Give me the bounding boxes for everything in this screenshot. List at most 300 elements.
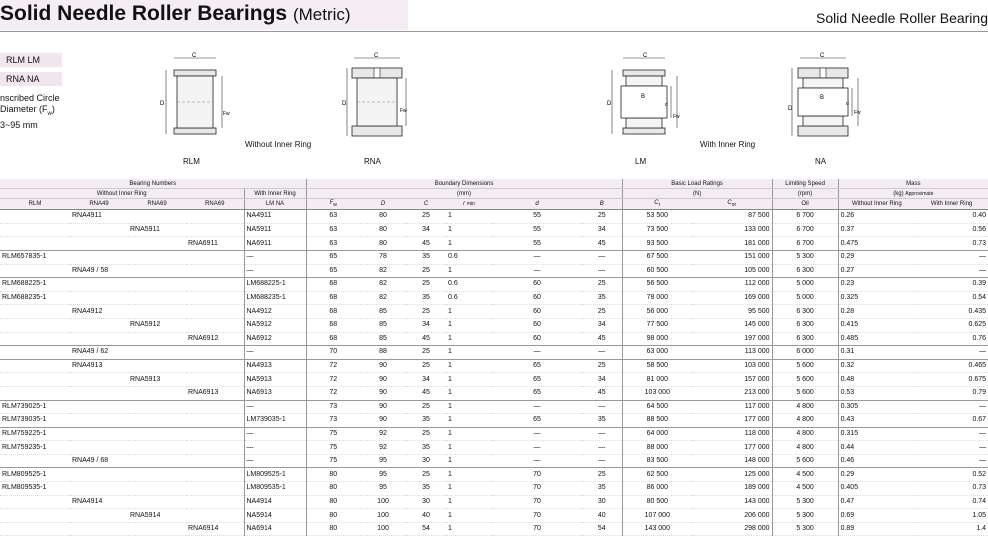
cell-r: 1	[446, 305, 492, 319]
cell-rlm: RLM809535-1	[0, 482, 70, 496]
cell-D: 80	[360, 210, 406, 224]
svg-text:d: d	[846, 101, 849, 107]
cell-r: 1	[446, 441, 492, 455]
cell-B: 45	[582, 332, 622, 346]
cell-oil: 5 600	[772, 373, 838, 387]
cell-D: 100	[360, 509, 406, 523]
cell-r: 0.6	[446, 250, 492, 264]
cell-rlm: RLM739035-1	[0, 414, 70, 428]
cell-oil: 5 000	[772, 278, 838, 292]
cell-rna69	[186, 454, 244, 468]
cell-rna49	[70, 427, 128, 441]
cell-cor: 118 000	[692, 427, 772, 441]
col-rlm: RLM	[0, 199, 70, 210]
cell-mwo: 0.43	[838, 414, 915, 428]
cell-cor: 189 000	[692, 482, 772, 496]
cell-B: —	[582, 454, 622, 468]
cell-rna69: RNA6913	[186, 386, 244, 400]
cell-lmna: NA6914	[244, 522, 306, 536]
cell-r: 1	[446, 237, 492, 251]
cell-cr: 93 500	[622, 237, 692, 251]
cell-cr: 62 500	[622, 468, 692, 482]
cell-rna59: RNA5914	[128, 509, 186, 523]
cell-oil: 5 600	[772, 386, 838, 400]
cell-rna69	[186, 482, 244, 496]
cell-B: —	[582, 250, 622, 264]
cell-rna49	[70, 400, 128, 414]
cell-C: 34	[406, 373, 446, 387]
cell-rna69	[186, 278, 244, 292]
cell-d: 60	[492, 291, 582, 305]
table-row	[0, 250, 988, 264]
cell-C: 35	[406, 414, 446, 428]
cell-rlm: RLM759235-1	[0, 441, 70, 455]
cell-d: 65	[492, 414, 582, 428]
cell-rlm	[0, 210, 70, 224]
cell-C: 34	[406, 223, 446, 237]
cell-oil: 4 800	[772, 441, 838, 455]
cell-cor: 148 000	[692, 454, 772, 468]
cell-cr: 60 500	[622, 264, 692, 278]
cell-B: —	[582, 427, 622, 441]
cell-C: 25	[406, 278, 446, 292]
cell-D: 85	[360, 332, 406, 346]
cell-mwo: 0.37	[838, 223, 915, 237]
cell-d: 65	[492, 373, 582, 387]
cell-oil: 6 300	[772, 332, 838, 346]
page-title: Solid Needle Roller Bearings (Metric)	[0, 2, 351, 25]
cell-oil: 6 700	[772, 223, 838, 237]
cell-mw: —	[915, 441, 988, 455]
cell-lmna: NA4911	[244, 210, 306, 224]
table-row	[0, 318, 988, 332]
cell-cor: 112 000	[692, 278, 772, 292]
cell-r: 0.6	[446, 278, 492, 292]
cell-rna49	[70, 250, 128, 264]
cell-C: 40	[406, 509, 446, 523]
cell-cr: 107 000	[622, 509, 692, 523]
cell-cor: 181 000	[692, 237, 772, 251]
cell-oil: 5 300	[772, 250, 838, 264]
cell-mwo: 0.46	[838, 454, 915, 468]
cell-cor: 105 000	[692, 264, 772, 278]
cell-r: 1	[446, 522, 492, 536]
cell-D: 80	[360, 237, 406, 251]
cell-C: 25	[406, 264, 446, 278]
cell-d: 60	[492, 332, 582, 346]
cell-mw: 0.435	[915, 305, 988, 319]
cell-lmna: —	[244, 250, 306, 264]
cell-cr: 86 000	[622, 482, 692, 496]
rlm-caption: RLM	[183, 157, 200, 166]
cell-rna59	[128, 210, 186, 224]
cell-rna59	[128, 414, 186, 428]
col-fw: $F_w$	[306, 199, 360, 210]
cell-mw: —	[915, 454, 988, 468]
cell-C: 25	[406, 468, 446, 482]
cell-rlm: RLM657835-1	[0, 250, 70, 264]
cell-rna69	[186, 509, 244, 523]
cell-fw: 68	[306, 318, 360, 332]
table-row	[0, 223, 988, 237]
cell-fw: 72	[306, 386, 360, 400]
cell-mwo: 0.89	[838, 522, 915, 536]
cell-rna59	[128, 482, 186, 496]
svg-text:d: d	[665, 102, 668, 108]
table-row	[0, 400, 988, 414]
cell-rlm	[0, 318, 70, 332]
cell-B: 25	[582, 468, 622, 482]
cell-D: 78	[360, 250, 406, 264]
cell-oil: 6 300	[772, 305, 838, 319]
cell-rna59	[128, 441, 186, 455]
cell-d: —	[492, 400, 582, 414]
svg-text:C: C	[192, 53, 197, 59]
cell-cr: 78 000	[622, 291, 692, 305]
cell-mwo: 0.325	[838, 291, 915, 305]
cell-C: 35	[406, 250, 446, 264]
cell-cor: 213 000	[692, 386, 772, 400]
cell-rna69	[186, 400, 244, 414]
cell-fw: 72	[306, 359, 360, 373]
cell-cor: 169 000	[692, 291, 772, 305]
cell-mwo: 0.475	[838, 237, 915, 251]
cell-rlm: RLM688235-1	[0, 291, 70, 305]
cell-r: 1	[446, 223, 492, 237]
cell-d: 70	[492, 509, 582, 523]
cell-D: 95	[360, 482, 406, 496]
cell-r: 0.6	[446, 291, 492, 305]
cell-B: 25	[582, 210, 622, 224]
rna-caption: RNA	[364, 157, 381, 166]
header-limiting-speed: Limiting Speed	[772, 179, 838, 189]
cell-r: 1	[446, 400, 492, 414]
cell-lmna: NA5912	[244, 318, 306, 332]
cell-oil: 5 600	[772, 359, 838, 373]
cell-cor: 298 000	[692, 522, 772, 536]
header-kg: (kg) Approximate	[838, 189, 988, 199]
cell-B: 30	[582, 495, 622, 509]
cell-rna49: RNA4913	[70, 359, 128, 373]
cell-d: —	[492, 427, 582, 441]
cell-B: 25	[582, 278, 622, 292]
table-row	[0, 522, 988, 536]
table-row	[0, 332, 988, 346]
table-row	[0, 454, 988, 468]
cell-rna59	[128, 346, 186, 360]
cell-rna69	[186, 359, 244, 373]
cell-rna59	[128, 305, 186, 319]
cell-lmna: NA4912	[244, 305, 306, 319]
cell-C: 45	[406, 237, 446, 251]
cell-rna49	[70, 223, 128, 237]
running-header: Solid Needle Roller Bearing	[816, 10, 988, 26]
cell-d: 65	[492, 386, 582, 400]
cell-C: 35	[406, 291, 446, 305]
cell-lmna: NA4914	[244, 495, 306, 509]
cell-cr: 64 500	[622, 400, 692, 414]
cell-oil: 4 500	[772, 468, 838, 482]
svg-text:C: C	[374, 53, 379, 59]
cell-rna69: RNA6914	[186, 522, 244, 536]
without-inner-ring-caption: Without Inner Ring	[245, 140, 312, 149]
cell-B: 35	[582, 414, 622, 428]
cell-lmna: NA5914	[244, 509, 306, 523]
lm-caption: LM	[635, 157, 647, 166]
cell-lmna: NA6913	[244, 386, 306, 400]
cell-cr: 103 000	[622, 386, 692, 400]
cell-r: 1	[446, 414, 492, 428]
cell-mw: 0.675	[915, 373, 988, 387]
cell-d: —	[492, 454, 582, 468]
cell-mwo: 0.27	[838, 264, 915, 278]
cell-cor: 95 500	[692, 305, 772, 319]
cell-rna59	[128, 359, 186, 373]
cell-fw: 75	[306, 427, 360, 441]
cell-fw: 75	[306, 454, 360, 468]
cell-rna59	[128, 278, 186, 292]
size-range-note: nscribed Circle Diameter $(F_w)$ 3~95 mm	[0, 93, 60, 130]
cell-fw: 72	[306, 373, 360, 387]
col-D: D	[360, 199, 406, 210]
cell-cor: 145 000	[692, 318, 772, 332]
cell-oil: 4 800	[772, 400, 838, 414]
cell-cr: 64 000	[622, 427, 692, 441]
col-B: B	[582, 199, 622, 210]
col-rna49: RNA49	[70, 199, 128, 210]
cell-B: —	[582, 441, 622, 455]
cell-cr: 53 500	[622, 210, 692, 224]
cell-B: 35	[582, 482, 622, 496]
cell-cor: 151 000	[692, 250, 772, 264]
cell-rna59	[128, 291, 186, 305]
cell-lmna: LM739035-1	[244, 414, 306, 428]
cell-rna69	[186, 427, 244, 441]
cell-cr: 80 500	[622, 495, 692, 509]
rlm-diagram	[160, 50, 230, 156]
cell-lmna: —	[244, 400, 306, 414]
cell-B: 54	[582, 522, 622, 536]
cell-mw: 0.52	[915, 468, 988, 482]
cell-oil: 6 700	[772, 210, 838, 224]
cell-rlm: RLM688225-1	[0, 278, 70, 292]
table-row	[0, 441, 988, 455]
cell-d: 60	[492, 305, 582, 319]
cell-B: 25	[582, 359, 622, 373]
series-tag-rlm-lm: RLM LM	[0, 53, 62, 67]
cell-rna49	[70, 482, 128, 496]
cell-lmna: —	[244, 264, 306, 278]
cell-rna59	[128, 400, 186, 414]
cell-rna69	[186, 468, 244, 482]
cell-rna59	[128, 250, 186, 264]
cell-oil: 4 500	[772, 482, 838, 496]
cell-rna69	[186, 210, 244, 224]
cell-fw: 80	[306, 468, 360, 482]
cell-mwo: 0.29	[838, 468, 915, 482]
cell-mw: 0.73	[915, 237, 988, 251]
cell-r: 1	[446, 427, 492, 441]
cell-mw: —	[915, 346, 988, 360]
cell-rna59	[128, 332, 186, 346]
cell-mw: 0.76	[915, 332, 988, 346]
svg-text:Fw: Fw	[223, 111, 230, 117]
cell-rlm: RLM759225-1	[0, 427, 70, 441]
header-n: (N)	[622, 189, 772, 199]
cell-rlm	[0, 264, 70, 278]
cell-D: 85	[360, 318, 406, 332]
table-row	[0, 468, 988, 482]
cell-mwo: 0.29	[838, 250, 915, 264]
cell-D: 95	[360, 454, 406, 468]
cell-D: 82	[360, 264, 406, 278]
cell-C: 34	[406, 318, 446, 332]
cell-rlm	[0, 454, 70, 468]
cell-mwo: 0.405	[838, 482, 915, 496]
cell-mwo: 0.28	[838, 305, 915, 319]
cell-rlm	[0, 223, 70, 237]
cell-d: 55	[492, 237, 582, 251]
cell-fw: 80	[306, 482, 360, 496]
cell-mw: 0.39	[915, 278, 988, 292]
cell-d: —	[492, 441, 582, 455]
cell-cr: 73 500	[622, 223, 692, 237]
cell-rna49	[70, 522, 128, 536]
cell-rna69	[186, 495, 244, 509]
cell-C: 45	[406, 386, 446, 400]
cell-D: 90	[360, 386, 406, 400]
cell-C: 25	[406, 427, 446, 441]
cell-B: 34	[582, 373, 622, 387]
cell-mw: 0.465	[915, 359, 988, 373]
cell-B: —	[582, 264, 622, 278]
cell-mw: 0.56	[915, 223, 988, 237]
cell-oil: 5 600	[772, 454, 838, 468]
cell-rna69	[186, 250, 244, 264]
header-without-inner: Without Inner Ring	[0, 189, 244, 199]
cell-cr: 56 000	[622, 305, 692, 319]
cell-fw: 73	[306, 400, 360, 414]
cell-d: 60	[492, 278, 582, 292]
cell-D: 90	[360, 400, 406, 414]
cell-rna49: RNA4914	[70, 495, 128, 509]
cell-cr: 88 000	[622, 441, 692, 455]
cell-oil: 5 300	[772, 509, 838, 523]
cell-d: —	[492, 346, 582, 360]
cell-rlm	[0, 522, 70, 536]
cell-lmna: NA6911	[244, 237, 306, 251]
cell-mwo: 0.23	[838, 278, 915, 292]
cell-fw: 68	[306, 305, 360, 319]
cell-cor: 133 000	[692, 223, 772, 237]
with-inner-ring-caption: With Inner Ring	[700, 140, 756, 149]
cell-cr: 58 500	[622, 359, 692, 373]
cell-C: 45	[406, 332, 446, 346]
col-cor: $C_{or}$	[692, 199, 772, 210]
cell-rna59	[128, 427, 186, 441]
cell-d: 70	[492, 495, 582, 509]
col-lm-na: LM NA	[244, 199, 306, 210]
cell-B: 45	[582, 386, 622, 400]
cell-rna49	[70, 318, 128, 332]
cell-fw: 68	[306, 278, 360, 292]
cell-D: 88	[360, 346, 406, 360]
cell-mw: 1.05	[915, 509, 988, 523]
col-r: r min	[446, 199, 492, 210]
cell-rna49: RNA49 / 68	[70, 454, 128, 468]
cell-cor: 143 000	[692, 495, 772, 509]
svg-text:D: D	[160, 101, 165, 107]
cell-fw: 63	[306, 223, 360, 237]
cell-oil: 5 300	[772, 522, 838, 536]
cell-rlm: RLM809525-1	[0, 468, 70, 482]
lm-diagram	[607, 50, 687, 156]
cell-rna59	[128, 495, 186, 509]
cell-rna69	[186, 305, 244, 319]
cell-rna49	[70, 291, 128, 305]
cell-cr: 143 000	[622, 522, 692, 536]
cell-rlm	[0, 305, 70, 319]
cell-lmna: —	[244, 454, 306, 468]
col-mass-without: Without Inner Ring	[838, 199, 915, 210]
col-rna69: RNA69	[186, 199, 244, 210]
cell-mwo: 0.53	[838, 386, 915, 400]
cell-lmna: NA5911	[244, 223, 306, 237]
cell-mwo: 0.315	[838, 427, 915, 441]
cell-rna69: RNA6911	[186, 237, 244, 251]
table-row	[0, 373, 988, 387]
cell-rlm	[0, 346, 70, 360]
cell-rna49	[70, 441, 128, 455]
cell-B: —	[582, 346, 622, 360]
cell-B: 45	[582, 237, 622, 251]
cell-mwo: 0.485	[838, 332, 915, 346]
cell-rlm	[0, 386, 70, 400]
cell-B: 40	[582, 509, 622, 523]
cell-C: 35	[406, 441, 446, 455]
cell-mwo: 0.32	[838, 359, 915, 373]
cell-lmna: LM809535-1	[244, 482, 306, 496]
cell-rlm	[0, 373, 70, 387]
cell-B: 34	[582, 223, 622, 237]
cell-oil: 6 000	[772, 346, 838, 360]
header-load-ratings: Basic Load Ratings	[622, 179, 772, 189]
bearing-table	[0, 179, 988, 536]
table-row	[0, 509, 988, 523]
cell-rna69	[186, 264, 244, 278]
cell-mw: 0.625	[915, 318, 988, 332]
cell-mw: 0.40	[915, 210, 988, 224]
cell-mwo: 0.31	[838, 346, 915, 360]
cell-D: 82	[360, 291, 406, 305]
cell-cor: 103 000	[692, 359, 772, 373]
svg-text:D: D	[788, 106, 793, 112]
cell-mwo: 0.48	[838, 373, 915, 387]
col-rna59: RNA69	[128, 199, 186, 210]
cell-rna49	[70, 468, 128, 482]
cell-rna49: RNA49 / 62	[70, 346, 128, 360]
cell-lmna: LM688235-1	[244, 291, 306, 305]
svg-text:D: D	[342, 101, 347, 107]
cell-rna59: RNA5911	[128, 223, 186, 237]
cell-fw: 73	[306, 414, 360, 428]
cell-D: 92	[360, 441, 406, 455]
cell-rna49	[70, 278, 128, 292]
cell-r: 1	[446, 495, 492, 509]
cell-rna59	[128, 237, 186, 251]
cell-r: 1	[446, 359, 492, 373]
cell-fw: 68	[306, 332, 360, 346]
